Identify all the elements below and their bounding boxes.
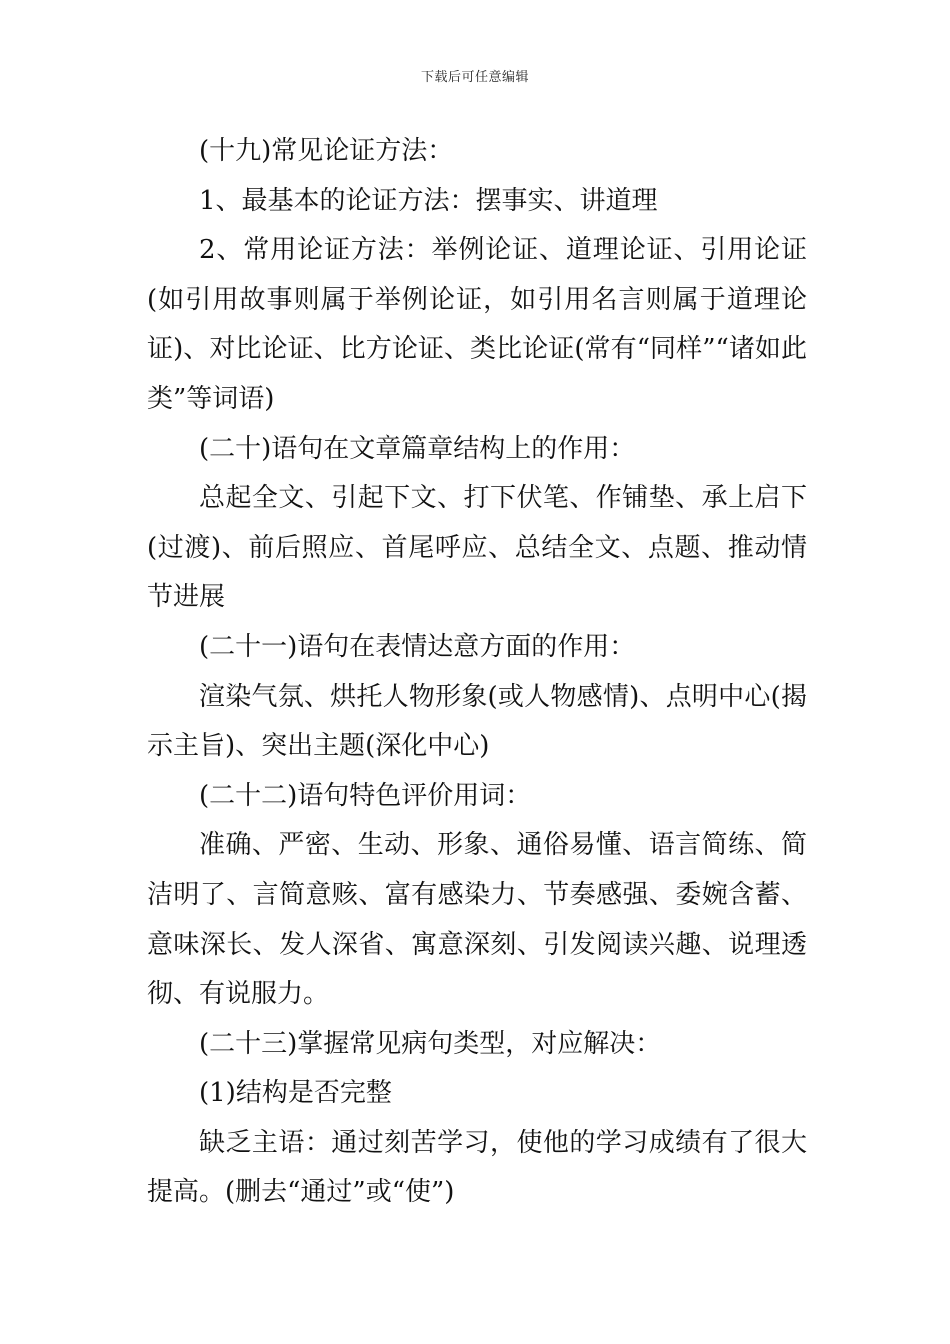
page-header: 下载后可任意编辑 xyxy=(420,70,529,85)
heading-20: (二十)语句在文章篇章结构上的作用： xyxy=(199,433,636,464)
heading-19: (十九)常见论证方法： xyxy=(199,136,454,166)
paragraph-missing-subject: 缺乏主语：通过刻苦学习，使他的学习成绩有了很大提高。(删去“通过”或“使”) xyxy=(147,1127,807,1208)
paragraph-common-methods: 2、常用论证方法：举例论证、道理论证、引用论证(如引用故事则属于举例论证，如引用名言则属于道理论证)、对比论证、比方论证、类比论证(常有“同样”“诸如此类”等词语) xyxy=(147,235,807,414)
heading-22: (二十二)语句特色评价用词： xyxy=(199,780,532,811)
subheading-structure-complete: (1)结构是否完整 xyxy=(199,1078,392,1109)
document-body xyxy=(147,127,807,1218)
paragraph-expression-functions: 渲染气氛、烘托人物形象(或人物感情)、点明中心(揭示主旨)、突出主题(深化中心) xyxy=(147,681,807,762)
heading-23: (二十三)掌握常见病句类型，对应解决： xyxy=(199,1028,662,1059)
paragraph-evaluation-words: 准确、严密、生动、形象、通俗易懂、语言简练、简洁明了、言简意赅、富有感染力、节奏感强、委婉含蓄、意味深长、发人深省、寓意深刻、引发阅读兴趣、说理透彻、有说服力。 xyxy=(147,830,807,1010)
paragraph-structure-functions: 总起全文、引起下文、打下伏笔、作铺垫、承上启下(过渡)、前后照应、首尾呼应、总结全文、点题、推动情节进展 xyxy=(147,483,807,613)
paragraph-basic-methods: 1、最基本的论证方法：摆事实、讲道理 xyxy=(199,185,658,216)
heading-21: (二十一)语句在表情达意方面的作用： xyxy=(199,631,636,662)
